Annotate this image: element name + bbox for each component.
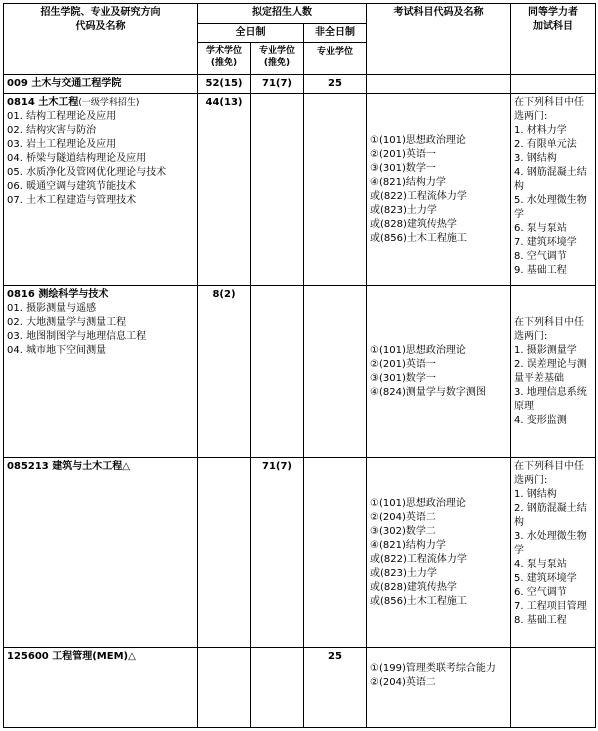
additional-item: 7. 建筑环境学 [514,237,577,248]
additional-cell [511,648,596,728]
exam-item: ①(199)管理类联考综合能力 [370,663,496,674]
program-parttime: 25 [304,648,367,728]
exam-item: 或(828)建筑传热学 [370,581,457,593]
exam-item: ②(204)英语二 [370,511,436,523]
header-exam: 考试科目代码及名称 [367,4,511,75]
additional-item: 1. 钢结构 [514,489,557,500]
additional-item: 2. 有限单元法 [514,139,577,150]
program-title: 085213 建筑与土木工程△ [7,461,130,472]
direction-item: 04. 桥梁与隧道结构理论及应用 [7,153,147,164]
additional-item: 3. 水处理微生物学 [514,531,587,556]
additional-item: 2. 钢筋混凝土结构 [514,503,587,528]
additional-item: 在下列科目中任选两门: [514,461,585,486]
exam-cell [367,648,511,728]
direction-item: 07. 土木工程建造与管理技术 [7,195,137,206]
program-title: 125600 工程管理(MEM)△ [7,651,136,662]
program-cell [4,458,198,648]
header-program: 招生学院、专业及研究方向 代码及名称 [4,4,198,75]
program-cell [4,94,198,286]
college-exam [367,75,511,94]
program-cell [4,648,198,728]
program-professional [251,286,304,458]
exam-item: ④(821)结构力学 [370,539,446,551]
exam-item: ①(101)思想政治理论 [370,134,466,146]
program-parttime [304,94,367,286]
program-title: 0816 测绘科学与技术 [7,289,109,300]
exam-item: ②(201)英语一 [370,148,436,160]
direction-item: 05. 水质净化及管网优化理论与技术 [7,167,167,178]
exam-item: 或(828)建筑传热学 [370,218,457,230]
additional-item: 5. 建筑环境学 [514,573,577,584]
exam-item: ③(301)数学一 [370,372,436,384]
additional-item: 6. 空气调节 [514,587,567,598]
exam-cell [367,286,511,458]
program-academic: 8(2) [198,286,251,458]
additional-item: 4. 钢筋混凝土结构 [514,167,587,192]
exam-item: 或(856)土木工程施工 [370,595,467,607]
admissions-table [3,3,596,728]
header-academic: 学术学位 (推免) [198,43,251,75]
header-parttime: 非全日制 [304,24,367,43]
program-title: 0814 土木工程 [7,97,79,108]
exam-item: ①(101)思想政治理论 [370,497,466,509]
additional-item: 4. 泵与泵站 [514,559,567,570]
program-professional [251,94,304,286]
additional-item: 1. 摄影测量学 [514,344,577,356]
program-cell [4,286,198,458]
exam-item: ④(821)结构力学 [370,176,446,188]
header-additional: 同等学力者 加试科目 [511,4,596,75]
college-additional [511,75,596,94]
direction-item: 01. 结构工程理论及应用 [7,111,117,122]
exam-item: ③(302)数学二 [370,525,436,537]
college-professional: 71(7) [251,75,304,94]
program-row [4,94,596,286]
additional-item: 4. 变形监测 [514,414,567,426]
exam-cell [367,458,511,648]
header-fulltime: 全日制 [198,24,304,43]
direction-item: 03. 岩土工程理论及应用 [7,139,117,150]
exam-item: 或(856)土木工程施工 [370,232,467,244]
additional-item: 9. 基础工程 [514,265,567,276]
header-professional-pt: 专业学位 [304,43,367,75]
additional-item: 5. 水处理微生物学 [514,195,587,220]
additional-item: 8. 基础工程 [514,615,567,626]
exam-item: ②(204)英语二 [370,677,436,688]
direction-item: 04. 城市地下空间测量 [7,345,107,356]
program-parttime [304,286,367,458]
college-parttime: 25 [304,75,367,94]
additional-item: 3. 钢结构 [514,153,557,164]
additional-item: 8. 空气调节 [514,251,567,262]
direction-item: 01. 摄影测量与遥感 [7,303,97,314]
program-professional: 71(7) [251,458,304,648]
program-row [4,458,596,648]
additional-cell [511,458,596,648]
exam-item: 或(823)土力学 [370,204,437,216]
program-academic [198,458,251,648]
additional-item: 在下列科目中任选两门: [514,97,585,122]
college-academic: 52(15) [198,75,251,94]
direction-item: 02. 结构灾害与防治 [7,125,97,136]
program-parttime [304,458,367,648]
exam-item: 或(823)土力学 [370,567,437,579]
program-professional [251,648,304,728]
program-academic: 44(13) [198,94,251,286]
exam-cell [367,94,511,286]
exam-item: ④(824)测量学与数字测图 [370,386,486,398]
exam-item: 或(822)工程流体力学 [370,190,467,202]
header-professional: 专业学位 (推免) [251,43,304,75]
program-title-note: (一级学科招生) [78,98,140,108]
program-row [4,286,596,458]
exam-item: ①(101)思想政治理论 [370,344,466,356]
additional-item: 3. 地理信息系统原理 [514,386,587,412]
additional-item: 在下列科目中任选两门: [514,316,585,342]
header-plan: 拟定招生人数 [198,4,367,24]
additional-cell [511,286,596,458]
direction-item: 06. 暖通空调与建筑节能技术 [7,181,137,192]
additional-item: 7. 工程项目管理 [514,601,587,612]
additional-item: 1. 材料力学 [514,125,567,136]
additional-item: 2. 误差理论与测量平差基础 [514,358,587,384]
program-academic [198,648,251,728]
additional-item: 6. 泵与泵站 [514,223,567,234]
additional-cell [511,94,596,286]
direction-item: 03. 地图制图学与地理信息工程 [7,331,147,342]
exam-item: 或(822)工程流体力学 [370,553,467,565]
exam-item: ②(201)英语一 [370,358,436,370]
college-name: 009 土木与交通工程学院 [4,75,198,94]
exam-item: ③(301)数学一 [370,162,436,174]
program-row [4,648,596,728]
direction-item: 02. 大地测量学与测量工程 [7,317,127,328]
